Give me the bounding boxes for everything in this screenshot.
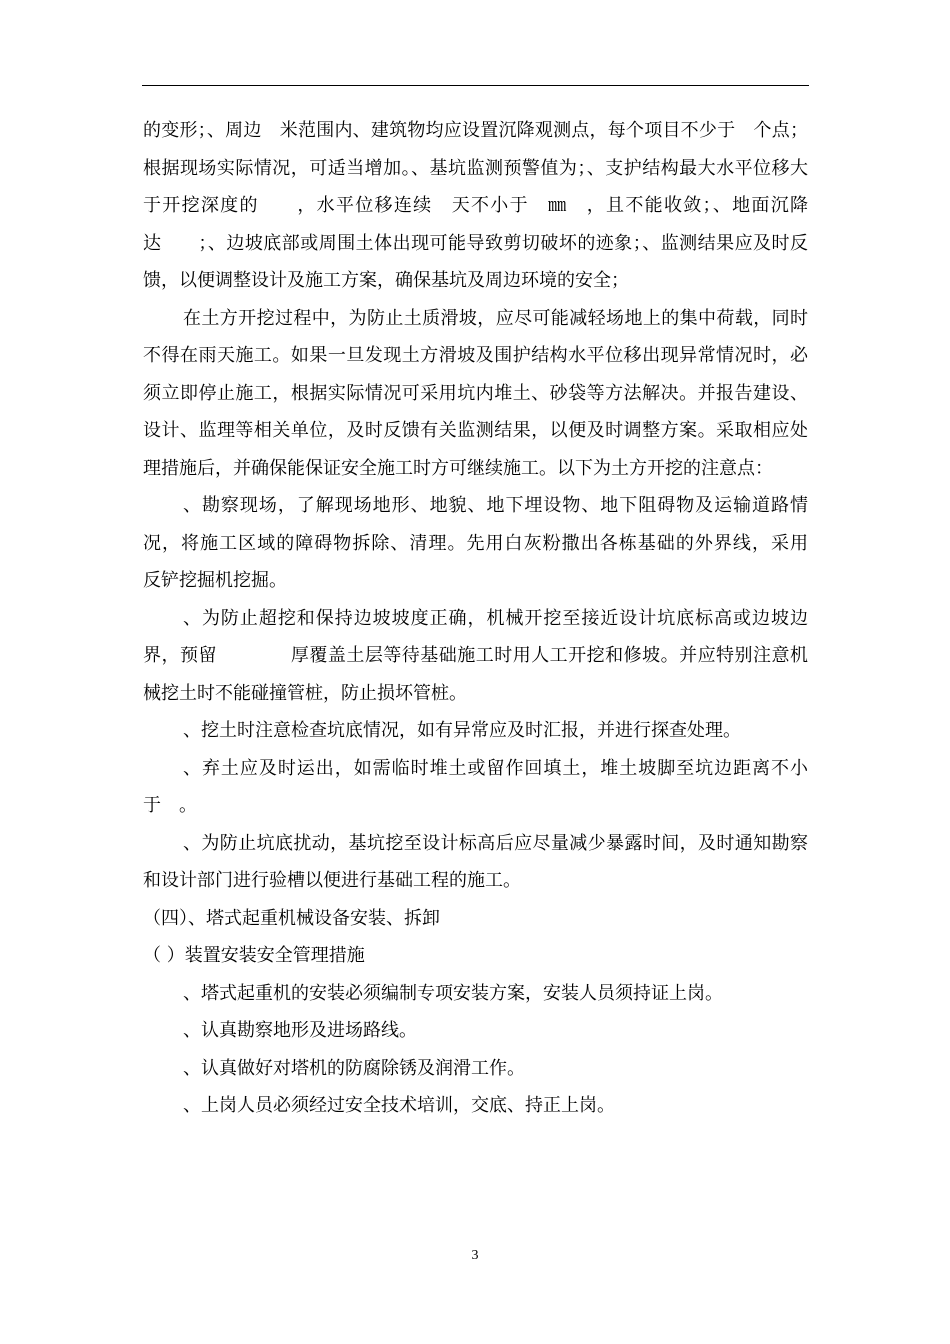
paragraph-excavation: 在土方开挖过程中，为防止土质滑坡，应尽可能减轻场地上的集中荷载，同时不得在雨天施工。如果一旦发现土方滑坡及围护结构水平位移出现异常情况时，必须立即停止施工，根据实际情况可采用坑内堆土、砂袋等方法解决。并报告建设、设计、监理等相关单位，及时反馈有关监测结果，以便及时调整方案。采取相应处理措施后，并确保能保证安全施工时方可继续施工。以下为土方开挖的注意点： <box>143 307 808 479</box>
header-rule <box>142 85 809 86</box>
list-item: 、认真做好对塔机的防腐除锈及润滑工作。 <box>183 1057 525 1079</box>
list-item: 、为防止超挖和保持边坡坡度正确，机械开挖至接近设计坑底标高或边坡边界，预留 厚覆盖土层等待基础施工时用人工开挖和修坡。并应特别注意机械挖土时不能碰撞管桩，防止损坏管桩。 <box>143 607 808 704</box>
subsection-heading: （ ）装置安装安全管理措施 <box>143 945 365 966</box>
list-item: 、为防止坑底扰动，基坑挖至设计标高后应尽量减少暴露时间，及时通知勘察和设计部门进行验槽以便进行基础工程的施工。 <box>143 832 808 891</box>
page-number: 3 <box>471 1248 479 1263</box>
list-item: 、挖土时注意检查坑底情况，如有异常应及时汇报，并进行探查处理。 <box>183 720 741 741</box>
list-item: 、上岗人员必须经过安全技术培训，交底、持正上岗。 <box>183 1095 615 1116</box>
section-heading: （四）、塔式起重机械设备安装、拆卸 <box>143 907 440 929</box>
document-body <box>143 112 844 1125</box>
list-item: 、勘察现场，了解现场地形、地貌、地下埋设物、地下阻碍物及运输道路情况，将施工区域的障碍物拆除、清理。先用白灰粉撒出各栋基础的外界线，采用 反铲挖掘机挖掘。 <box>143 495 844 591</box>
list-item: 、弃土应及时运出，如需临时堆土或留作回填土，堆土坡脚至坑边距离不小于 。 <box>143 757 808 816</box>
list-item: 、认真勘察地形及进场路线。 <box>183 1020 417 1041</box>
list-item: 、塔式起重机的安装必须编制专项安装方案，安装人员须持证上岗。 <box>183 982 723 1004</box>
paragraph-monitoring: 的变形；、周边 米范围内、建筑物均应设置沉降观测点，每个项目不少于 个点；根据现场实际情况，可适当增加。、基坑监测预警值为；、支护结构最大水平位移大于开挖深度的 ，水平位移连续 天不小于 ㎜ ，且不能收敛；、地面沉降达 ；、边坡底部或周围土体出现可能导致剪切破坏的迹象；、监测结果应及时反馈，以便调整设计及施工方案，确保基坑及周边环境的安全； <box>143 120 808 291</box>
